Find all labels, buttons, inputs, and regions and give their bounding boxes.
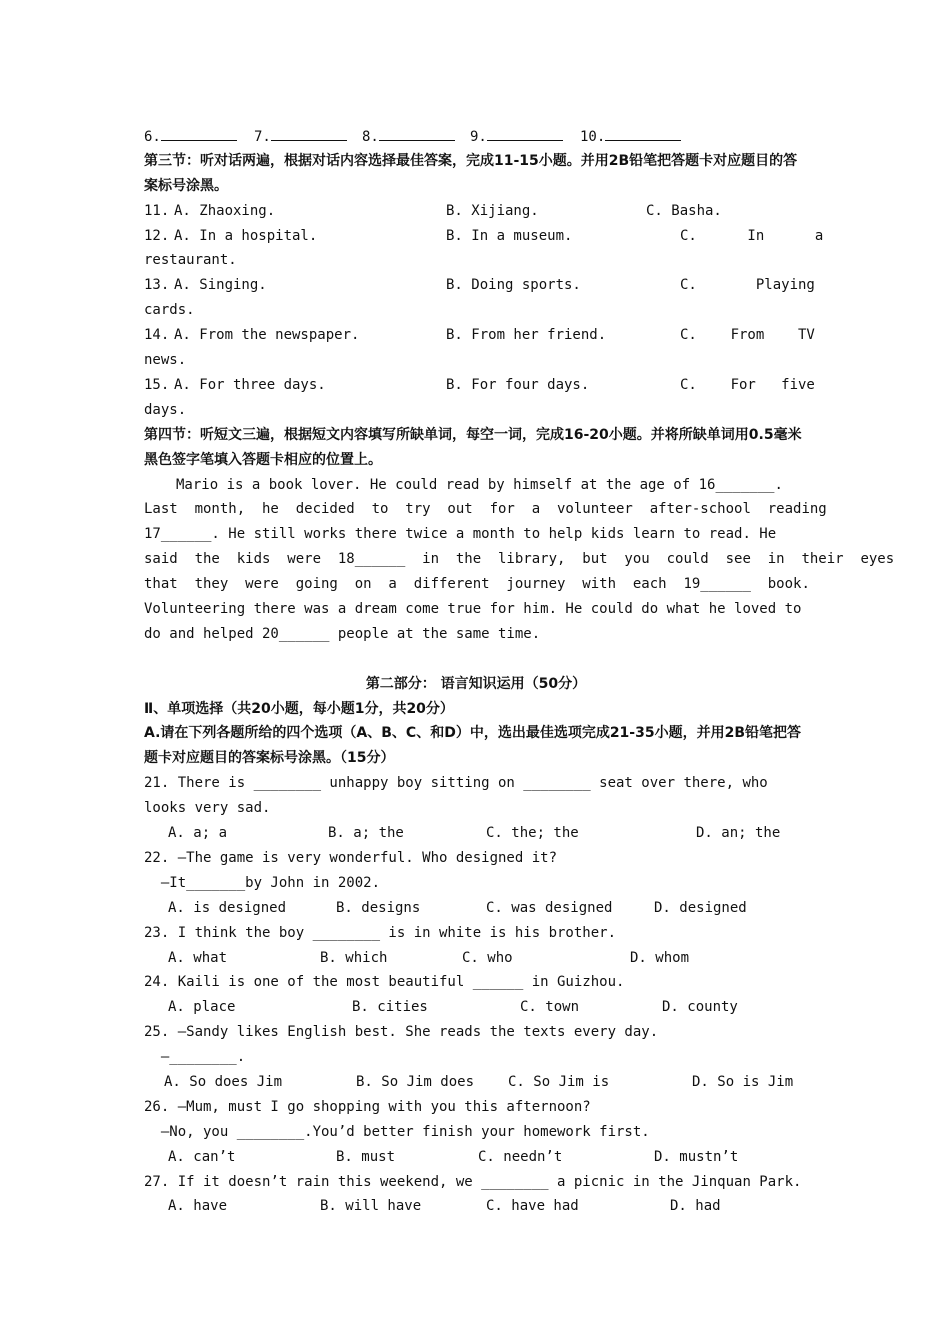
option-a[interactable]: A. Zhaoxing. xyxy=(174,202,276,219)
option-a[interactable]: A. a; a xyxy=(168,825,228,842)
passage-line: do and helped 20______ people at the same time. xyxy=(144,625,541,642)
listening-item xyxy=(144,273,815,298)
item-number: 15. xyxy=(144,376,170,393)
section4-passage xyxy=(144,473,895,647)
section4-heading: 第四节：听短文三遍，根据短文内容填写所缺单词，每空一词，完成16-20小题。并将所缺单词用0.5毫米黑色签字笔填入答题卡相应的位置上。 xyxy=(144,426,802,468)
option-c[interactable]: C. have had xyxy=(486,1198,579,1215)
question-stem-continued: —________. xyxy=(144,1049,246,1066)
option-a[interactable]: A. For three days. xyxy=(174,376,326,393)
option-c[interactable]: C. For five xyxy=(680,376,815,393)
question-options xyxy=(144,995,808,1020)
option-a[interactable]: A. In a hospital. xyxy=(174,227,318,244)
question-stem: 26. —Mum, must I go shopping with you this afternoon? xyxy=(144,1098,591,1115)
question-stem-continued: looks very sad. xyxy=(144,800,271,817)
item-number: 12. xyxy=(144,227,170,244)
option-c-wrap: cards. xyxy=(144,302,195,319)
question-stem-continued: —No, you ________.You’d better finish your homework first. xyxy=(144,1123,650,1140)
listening-item xyxy=(144,224,824,249)
answer-blank-7[interactable]: 7. xyxy=(254,124,347,150)
option-c[interactable]: C. the; the xyxy=(486,825,579,842)
item-number: 14. xyxy=(144,327,170,344)
passage-line: Last month, he decided to try out for a volunteer after-school reading xyxy=(144,501,827,518)
passage-line: 17______. He still works there twice a month to help kids learn to read. He xyxy=(144,526,777,543)
answer-blank-10[interactable]: 10. xyxy=(580,124,681,150)
question-list xyxy=(144,771,808,1219)
option-c[interactable]: C. needn’t xyxy=(478,1148,563,1165)
option-d[interactable]: D. county xyxy=(662,999,738,1016)
option-c-wrap: days. xyxy=(144,401,187,418)
question-stem: 21. There is ________ unhappy boy sitting on ________ seat over there, who xyxy=(144,775,768,792)
option-d[interactable]: D. So is Jim xyxy=(692,1073,794,1090)
option-a[interactable]: A. So does Jim xyxy=(164,1073,283,1090)
option-a[interactable]: A. is designed xyxy=(168,899,287,916)
answer-blanks-row xyxy=(144,124,808,149)
option-c[interactable]: C. So Jim is xyxy=(508,1073,610,1090)
option-c[interactable]: C. Playing xyxy=(680,277,815,294)
option-b[interactable]: B. From her friend. xyxy=(446,327,607,344)
option-b[interactable]: B. a; the xyxy=(328,825,404,842)
option-d[interactable]: D. an; the xyxy=(696,825,781,842)
option-a[interactable]: A. can’t xyxy=(168,1148,236,1165)
option-c-wrap: restaurant. xyxy=(144,252,237,269)
option-b[interactable]: B. Doing sports. xyxy=(446,277,581,294)
option-a[interactable]: A. From the newspaper. xyxy=(174,327,360,344)
question-stem-continued: —It_______by John in 2002. xyxy=(144,874,381,891)
question-options xyxy=(144,1194,808,1219)
option-b[interactable]: B. will have xyxy=(320,1198,422,1215)
question-options xyxy=(144,1145,808,1170)
option-c[interactable]: C. From TV xyxy=(680,327,815,344)
question-options xyxy=(144,946,808,971)
question-stem: 22. —The game is very wonderful. Who designed it? xyxy=(144,849,558,866)
section3-heading: 第三节：听对话两遍，根据对话内容选择最佳答案，完成11-15小题。并用2B铅笔把答题卡对应题目的答案标号涂黑。 xyxy=(144,152,798,194)
answer-blank-9[interactable]: 9. xyxy=(470,124,563,150)
option-a[interactable]: A. place xyxy=(168,999,236,1016)
answer-blank-8[interactable]: 8. xyxy=(362,124,455,150)
option-c[interactable]: C. town xyxy=(520,999,580,1016)
option-c[interactable]: C. was designed xyxy=(486,899,613,916)
passage-line: said the kids were 18______ in the library, but you could see in their eyes xyxy=(144,551,895,568)
option-d[interactable]: D. designed xyxy=(654,899,747,916)
passage-line: that they were going on a different journey with each 19______ book. xyxy=(144,576,810,593)
option-b[interactable]: B. So Jim does xyxy=(356,1073,475,1090)
option-d[interactable]: D. mustn’t xyxy=(654,1148,739,1165)
listening-item xyxy=(144,373,815,398)
section3-items xyxy=(144,199,824,423)
option-a[interactable]: A. Singing. xyxy=(174,277,267,294)
option-b[interactable]: B. designs xyxy=(336,899,421,916)
option-a[interactable]: A. have xyxy=(168,1198,228,1215)
question-stem: 24. Kaili is one of the most beautiful ______ in Guizhou. xyxy=(144,974,625,991)
question-options xyxy=(144,1070,808,1095)
item-number: 11. xyxy=(144,202,170,219)
option-c[interactable]: C. In a xyxy=(680,227,824,244)
option-c[interactable]: C. who xyxy=(462,949,513,966)
question-options xyxy=(144,896,808,921)
option-b[interactable]: B. cities xyxy=(352,999,428,1016)
option-d[interactable]: D. had xyxy=(670,1198,721,1215)
option-b[interactable]: B. must xyxy=(336,1148,396,1165)
option-b[interactable]: B. In a museum. xyxy=(446,227,573,244)
exam-page xyxy=(144,124,895,1219)
option-b[interactable]: B. For four days. xyxy=(446,376,590,393)
listening-item xyxy=(144,199,808,224)
part2-instruction: A.请在下列各题所给的四个选项（A、B、C、和D）中，选出最佳选项完成21-35小题，并用2B铅笔把答题卡对应题目的答案标号涂黑。（15分） xyxy=(144,725,801,767)
option-a[interactable]: A. what xyxy=(168,949,228,966)
question-options xyxy=(144,821,808,846)
question-stem: 25. —Sandy likes English best. She reads the texts every day. xyxy=(144,1024,659,1041)
listening-item xyxy=(144,323,815,348)
question-stem: 27. If it doesn’t rain this weekend, we ________ a picnic in the Jinquan Park. xyxy=(144,1173,802,1190)
item-number: 13. xyxy=(144,277,170,294)
answer-blank-6[interactable]: 6. xyxy=(144,124,237,150)
option-b[interactable]: B. Xijiang. xyxy=(446,202,539,219)
part2-subtitle: Ⅱ、单项选择（共20小题，每小题1分，共20分） xyxy=(144,700,454,717)
option-d[interactable]: D. whom xyxy=(630,949,690,966)
question-stem: 23. I think the boy ________ is in white is his brother. xyxy=(144,924,617,941)
option-c-wrap: news. xyxy=(144,352,187,369)
passage-line: Volunteering there was a dream come true for him. He could do what he loved to xyxy=(144,600,802,617)
option-c[interactable]: C. Basha. xyxy=(646,202,722,219)
passage-line: Mario is a book lover. He could read by himself at the age of 16_______. xyxy=(176,476,783,493)
option-b[interactable]: B. which xyxy=(320,949,388,966)
part2-title: 第二部分： 语言知识运用（50分） xyxy=(365,675,587,692)
